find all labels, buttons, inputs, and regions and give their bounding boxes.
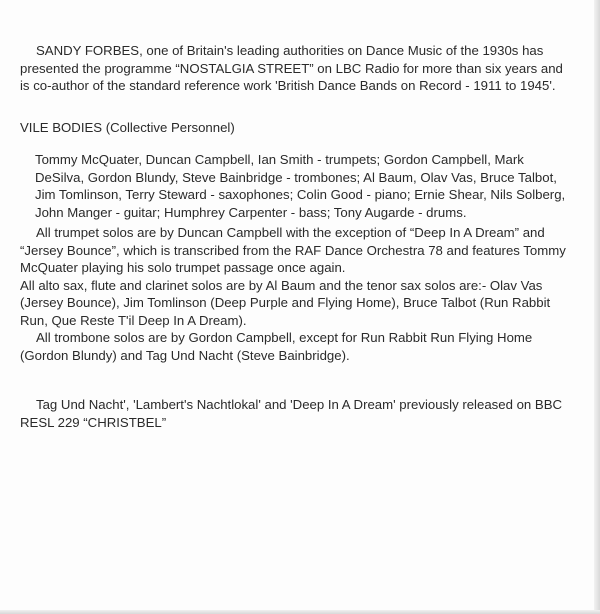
trumpet-solos-paragraph: All trumpet solos are by Duncan Campbell with the exception of “Deep In A Dream” and “Jersey Bounce”, which is transcribed from the RAF Dance Orchestra 78 and features Tommy McQuater playing his solo trumpet passage once again.: [20, 225, 566, 275]
section-heading: VILE BODIES (Collective Personnel): [20, 120, 235, 135]
personnel-paragraph: Tommy McQuater, Duncan Campbell, Ian Smith - trumpets; Gordon Campbell, Mark DeSilva, Gordon Blundy, Steve Bainbridge - trombones; Al Baum, Olav Vas, Bruce Talbot, Jim Tomlinson, Terry Steward - saxophones; Colin Good - piano; Ernie Shear, Nils Solberg, John Manger - guitar; Humphrey Carpenter - bass; Tony Augarde - drums.: [35, 152, 566, 220]
intro-paragraph: SANDY FORBES, one of Britain's leading authorities on Dance Music of the 1930s has presented the programme “NOSTALGIA STREET” on LBC Radio for more than six years and is co-author of the standard reference work 'British Dance Bands on Record - 1911 to 1945'.: [20, 43, 563, 93]
solos-section: [20, 224, 572, 364]
page-edge-shadow-bottom: [0, 610, 600, 614]
release-note-paragraph: Tag Und Nacht', 'Lambert's Nachtlokal' and 'Deep In A Dream' previously released on BBC RESL 229 “CHRISTBEL”: [20, 397, 563, 430]
sax-solos-paragraph: All alto sax, flute and clarinet solos are by Al Baum and the tenor sax solos are:- Olav Vas (Jersey Bounce), Jim Tomlinson (Deep Purple and Flying Home), Bruce Talbot (Run Rabbit Run, Que Reste T'il Deep In A Dream).: [20, 277, 551, 328]
trombone-solos-paragraph: All trombone solos are by Gordon Campbell, except for Run Rabbit Run Flying Home (Gordon Blundy) and Tag Und Nacht (Steve Bainbridge).: [20, 330, 533, 363]
page-edge-shadow-right: [594, 0, 600, 614]
